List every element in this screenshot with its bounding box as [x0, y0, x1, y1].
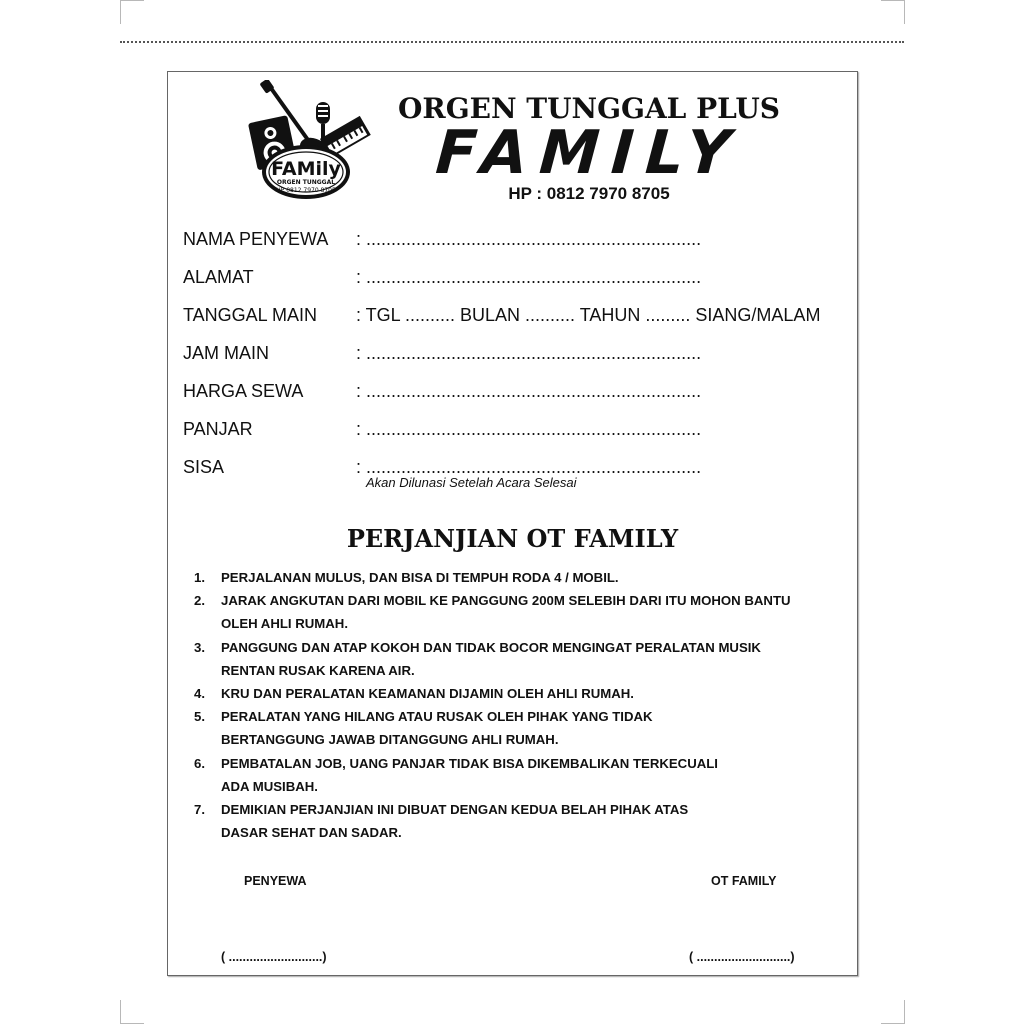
form-field-tanggal-main[interactable]: : TGL .......... BULAN .......... TAHUN ......... SIANG/MALAM	[356, 305, 821, 325]
form-label: PANJAR	[183, 419, 253, 439]
term-number: 1.	[194, 570, 205, 585]
form-field-harga-sewa[interactable]: : ...................................................................	[356, 381, 702, 401]
term-item	[194, 566, 844, 589]
signature-label-ot-family: OT FAMILY	[711, 874, 777, 888]
term-number: 7.	[194, 802, 205, 818]
form-label: JAM MAIN	[183, 343, 270, 363]
header-phone: HP : 0812 7970 8705	[508, 184, 670, 203]
form-field-panjar[interactable]: : ...................................................................	[356, 419, 702, 439]
music-band-logo-icon	[246, 80, 372, 202]
form-label: ALAMAT	[183, 267, 254, 287]
svg-text:ORGEN TUNGGAL: ORGEN TUNGGAL	[276, 179, 336, 186]
rental-form-sheet	[167, 71, 858, 976]
signature-line-penyewa[interactable]: ( ...........................)	[221, 950, 327, 964]
term-item	[194, 705, 844, 751]
form-row-harga-sewa	[183, 381, 853, 419]
form-row-alamat	[183, 267, 853, 305]
crop-mark-top-right	[880, 0, 905, 24]
form-field-nama-penyewa[interactable]: : ...................................................................	[356, 229, 702, 249]
term-text: RENTAN RUSAK KARENA AIR.	[221, 662, 415, 678]
signature-label-penyewa: PENYEWA	[244, 874, 307, 888]
term-item	[194, 752, 844, 798]
agreement-terms-list	[194, 566, 844, 844]
term-item	[194, 798, 844, 844]
term-text: DASAR SEHAT DAN SADAR.	[221, 825, 402, 841]
form-label: TANGGAL MAIN	[183, 305, 318, 325]
term-number: 5.	[194, 709, 205, 725]
form-row-nama-penyewa	[183, 229, 853, 267]
term-text: JARAK ANGKUTAN DARI MOBIL KE PANGGUNG 200M SELEBIH DARI ITU MOHON BANTU	[221, 593, 791, 609]
term-text: KRU DAN PERALATAN KEAMANAN DIJAMIN OLEH AHLI RUMAH.	[221, 686, 634, 702]
term-text: PERJALANAN MULUS, DAN BISA DI TEMPUH RODA 4 / MOBIL.	[221, 570, 619, 585]
form-field-jam-main[interactable]: : ...................................................................	[356, 343, 702, 363]
form-row-jam-main	[183, 343, 853, 381]
term-number: 3.	[194, 639, 205, 655]
term-item	[194, 589, 844, 635]
signature-line-ot-family[interactable]: ( ...........................)	[689, 950, 795, 964]
sisa-note: Akan Dilunasi Setelah Acara Selesai	[366, 475, 577, 490]
term-text: ADA MUSIBAH.	[221, 778, 318, 794]
form-field-alamat[interactable]: : ...................................................................	[356, 267, 702, 287]
svg-text:HP 0812 7970 8705: HP 0812 7970 8705	[276, 187, 336, 194]
crop-mark-bottom-left	[120, 1000, 145, 1024]
term-text: PEMBATALAN JOB, UANG PANJAR TIDAK BISA DIKEMBALIKAN TERKECUALI	[221, 755, 718, 771]
form-row-tanggal-main	[183, 305, 853, 343]
term-text: PANGGUNG DAN ATAP KOKOH DAN TIDAK BOCOR MENGINGAT PERALATAN MUSIK	[221, 639, 761, 655]
header-brand: FAMILY	[433, 118, 745, 188]
term-number: 6.	[194, 755, 205, 771]
form-label: HARGA SEWA	[183, 381, 304, 401]
term-text: BERTANGGUNG JAWAB DITANGGUNG AHLI RUMAH.	[221, 732, 559, 748]
form-field-sisa[interactable]: : ...................................................................	[356, 457, 702, 477]
rental-details-form	[183, 229, 853, 495]
term-item	[194, 682, 844, 705]
form-label: NAMA PENYEWA	[183, 229, 329, 249]
term-text: PERALATAN YANG HILANG ATAU RUSAK OLEH PIHAK YANG TIDAK	[221, 709, 653, 725]
form-label: SISA	[183, 457, 225, 477]
agreement-title: PERJANJIAN OT FAMILY	[346, 524, 679, 553]
term-text: DEMIKIAN PERJANJIAN INI DIBUAT DENGAN KEDUA BELAH PIHAK ATAS	[221, 802, 689, 818]
logo-brand-text: FAMily	[271, 158, 341, 180]
header-title: ORGEN TUNGGAL PLUS	[398, 92, 780, 125]
cut-line	[120, 41, 904, 43]
term-number: 4.	[194, 686, 205, 702]
form-row-panjar	[183, 419, 853, 457]
crop-mark-top-left	[120, 0, 145, 24]
term-text: OLEH AHLI RUMAH.	[221, 616, 348, 632]
term-item	[194, 636, 844, 682]
term-number: 2.	[194, 593, 205, 609]
crop-mark-bottom-right	[880, 1000, 905, 1024]
